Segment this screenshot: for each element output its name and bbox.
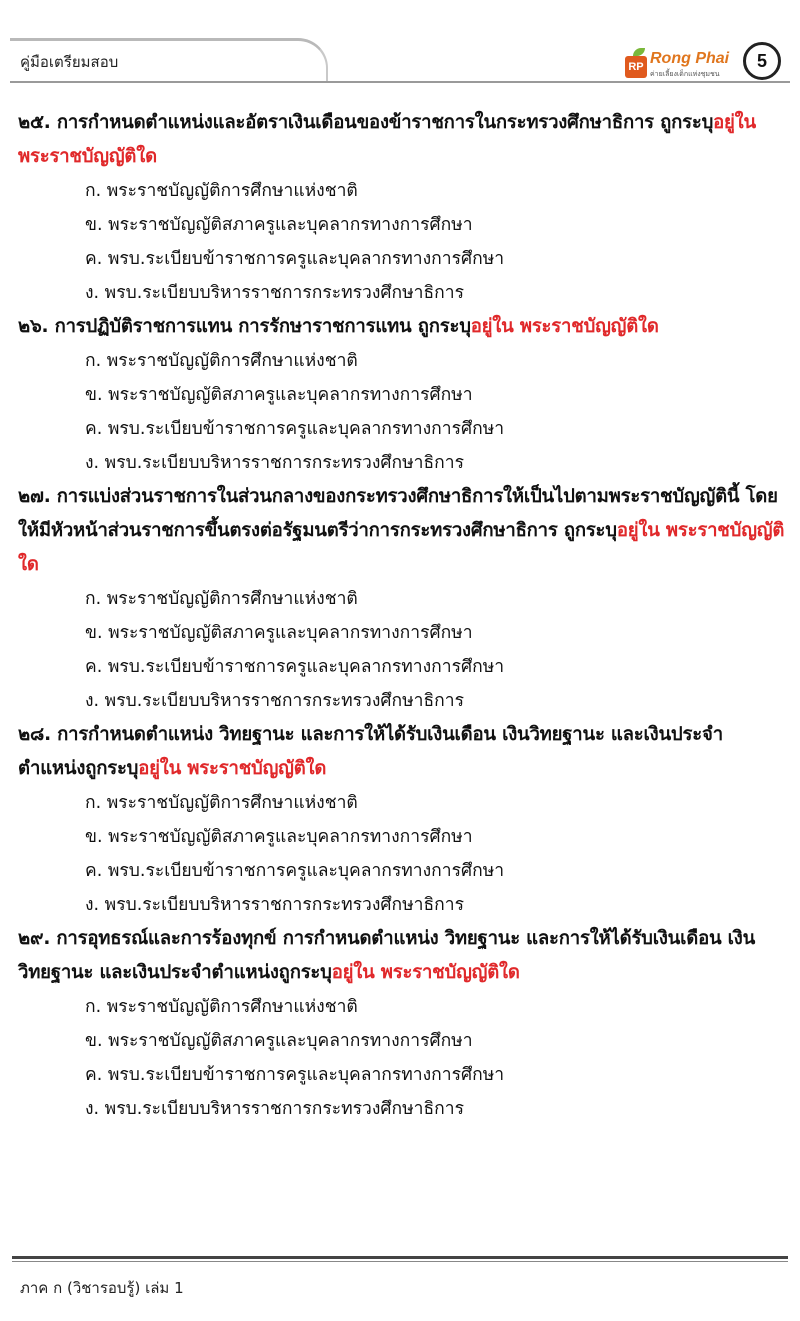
question-27 <box>18 480 788 718</box>
question-text: ๒๕. การกำหนดตำแหน่งและอัตราเงินเดือนของข้าราชการในกระทรวงศึกษาธิการ ถูกระบุอยู่ใน พระราชบัญญัติใด <box>18 112 756 167</box>
choice-item: ก. พระราชบัญญัติการศึกษาแห่งชาติ <box>85 589 358 609</box>
logo-tagline: ค่ายเลี้ยงเด็กแห่งชุมชน <box>650 70 720 78</box>
choice-item: ก. พระราชบัญญัติการศึกษาแห่งชาติ <box>85 351 358 371</box>
choice-item: ง. พรบ.ระเบียบบริหารราชการกระทรวงศึกษาธิการ <box>85 691 464 711</box>
header-divider <box>10 81 790 83</box>
question-26 <box>18 310 788 480</box>
question-text: ๒๙. การอุทธรณ์และการร้องทุกข์ การกำหนดตำแหน่ง วิทยฐานะ และการให้ได้รับเงินเดือน เงินวิทยฐานะ และเงินประจำตำแหน่งถูกระบุอยู่ใน พระราชบัญญัติใด <box>18 928 756 983</box>
rong-phai-logo <box>625 48 737 80</box>
choice-item: ง. พรบ.ระเบียบบริหารราชการกระทรวงศึกษาธิการ <box>85 283 464 303</box>
question-highlight: อยู่ใน พระราชบัญญัติใด <box>470 316 659 337</box>
choice-item: ข. พระราชบัญญัติสภาครูและบุคลากรทางการศึกษา <box>85 827 473 847</box>
choice-list <box>18 174 788 310</box>
question-28 <box>18 718 788 922</box>
choice-item: ค. พรบ.ระเบียบข้าราชการครูและบุคลากรทางการศึกษา <box>85 249 505 269</box>
logo-leaf-icon <box>633 48 645 56</box>
question-29 <box>18 922 788 1126</box>
choice-item: ง. พรบ.ระเบียบบริหารราชการกระทรวงศึกษาธิการ <box>85 453 464 473</box>
choice-item: ก. พระราชบัญญัติการศึกษาแห่งชาติ <box>85 793 358 813</box>
choice-item: ง. พรบ.ระเบียบบริหารราชการกระทรวงศึกษาธิการ <box>85 1099 464 1119</box>
choice-item: ข. พระราชบัญญัติสภาครูและบุคลากรทางการศึกษา <box>85 623 473 643</box>
question-highlight: อยู่ใน พระราชบัญญัติใด <box>331 962 520 983</box>
choice-item: ข. พระราชบัญญัติสภาครูและบุคลากรทางการศึกษา <box>85 215 473 235</box>
footer-caption: ภาค ก (วิชารอบรู้) เล่ม 1 <box>20 1279 184 1297</box>
footer-divider-thin <box>12 1261 788 1262</box>
footer-divider-thick <box>12 1256 788 1259</box>
logo-name: Rong Phai <box>650 50 730 67</box>
choice-item: ค. พรบ.ระเบียบข้าราชการครูและบุคลากรทางการศึกษา <box>85 419 505 439</box>
choice-item: ค. พรบ.ระเบียบข้าราชการครูและบุคลากรทางการศึกษา <box>85 1065 505 1085</box>
question-text: ๒๗. การแบ่งส่วนราชการในส่วนกลางของกระทรวงศึกษาธิการให้เป็นไปตามพระราชบัญญัตินี้ โดยให้มีหัวหน้าส่วนราชการขึ้นตรงต่อรัฐมนตรีว่าการกระทรวงศึกษาธิการ ถูกระบุอยู่ใน พระราชบัญญัติใด <box>18 486 785 575</box>
choice-item: ก. พระราชบัญญัติการศึกษาแห่งชาติ <box>85 997 358 1017</box>
page-number-badge: 5 <box>743 42 781 80</box>
page-header <box>0 0 800 95</box>
header-title: คู่มือเตรียมสอบ <box>20 53 119 71</box>
choice-item: ข. พระราชบัญญัติสภาครูและบุคลากรทางการศึกษา <box>85 385 473 405</box>
choice-list <box>18 786 788 922</box>
question-text: ๒๘. การกำหนดตำแหน่ง วิทยฐานะ และการให้ได้รับเงินเดือน เงินวิทยฐานะ และเงินประจำตำแหน่งถูกระบุอยู่ใน พระราชบัญญัติใด <box>18 724 723 779</box>
choice-item: ข. พระราชบัญญัติสภาครูและบุคลากรทางการศึกษา <box>85 1031 473 1051</box>
choice-item: ง. พรบ.ระเบียบบริหารราชการกระทรวงศึกษาธิการ <box>85 895 464 915</box>
question-highlight: อยู่ใน พระราชบัญญัติใด <box>138 758 327 779</box>
choice-item: ก. พระราชบัญญัติการศึกษาแห่งชาติ <box>85 181 358 201</box>
question-highlight: อยู่ใน พระราชบัญญัติใด <box>18 520 785 575</box>
question-list <box>18 106 788 1126</box>
question-text: ๒๖. การปฏิบัติราชการแทน การรักษาราชการแทน ถูกระบุอยู่ใน พระราชบัญญัติใด <box>18 316 659 337</box>
choice-item: ค. พรบ.ระเบียบข้าราชการครูและบุคลากรทางการศึกษา <box>85 657 505 677</box>
choice-list <box>18 990 788 1126</box>
choice-list <box>18 344 788 480</box>
logo-mark: RP <box>625 56 647 78</box>
choice-item: ค. พรบ.ระเบียบข้าราชการครูและบุคลากรทางการศึกษา <box>85 861 505 881</box>
question-25 <box>18 106 788 310</box>
question-highlight: อยู่ใน พระราชบัญญัติใด <box>18 112 756 167</box>
choice-list <box>18 582 788 718</box>
